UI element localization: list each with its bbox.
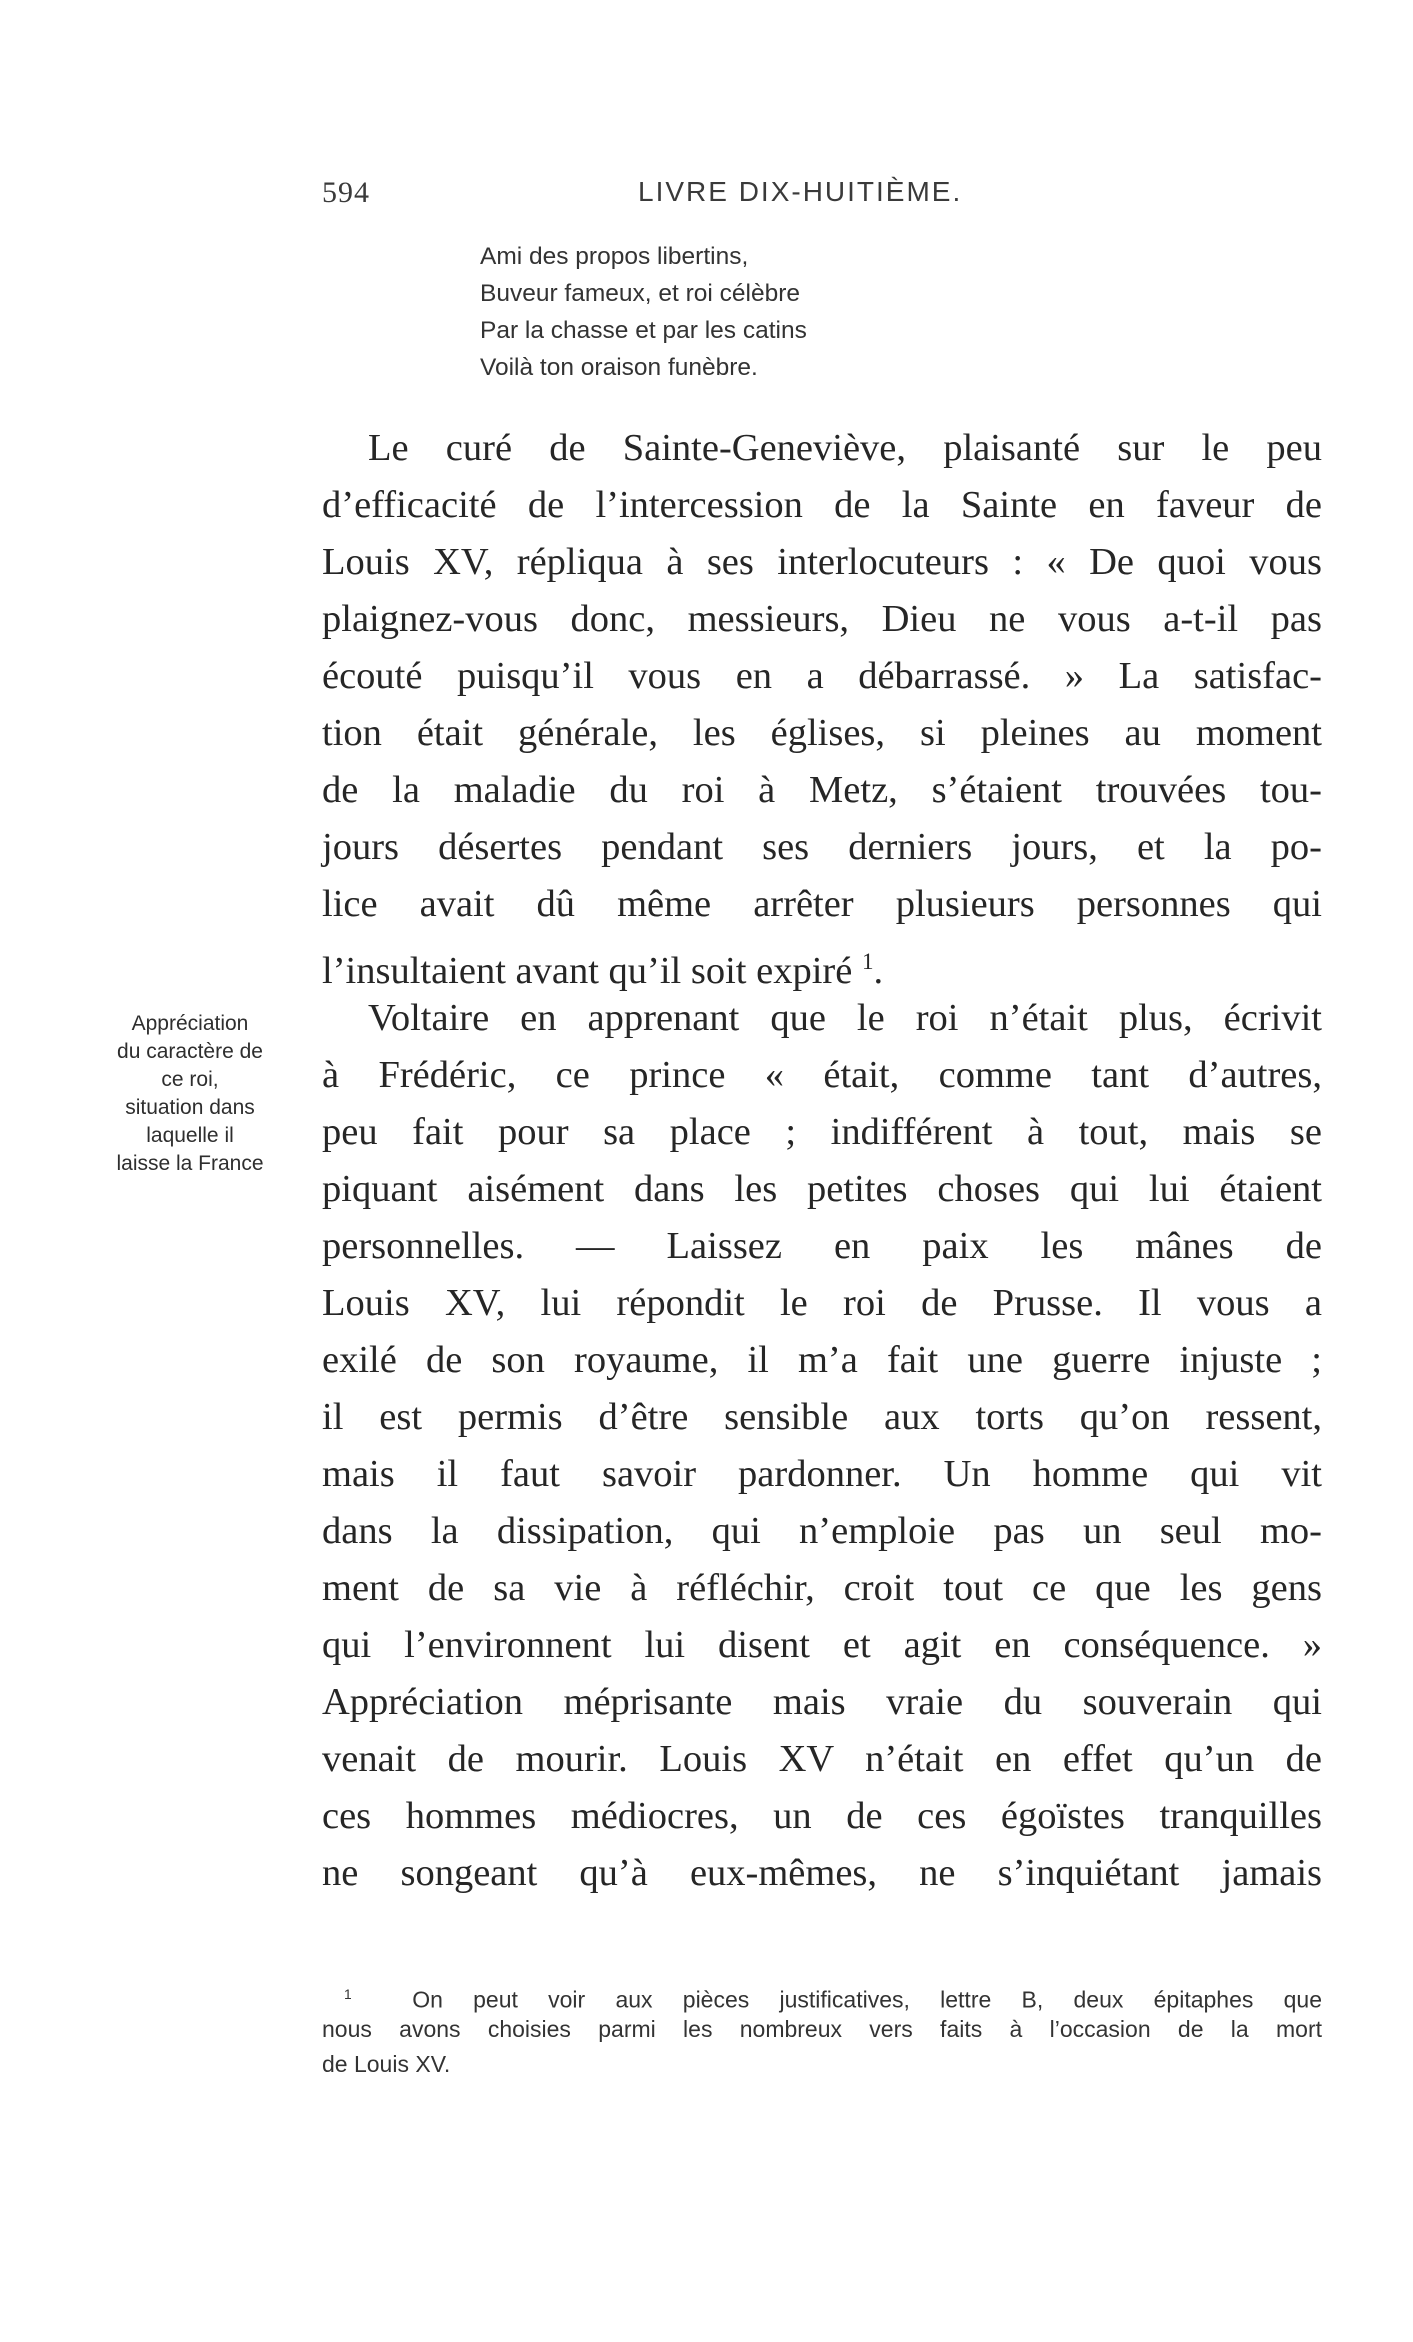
text-line: l’insultaient avant qu’il soit expiré	[322, 949, 853, 992]
page-number: 594	[322, 176, 370, 209]
text-line: de la maladie du roi à Metz, s’étaient trouvées tou-	[322, 769, 1322, 811]
footnote-line	[322, 1977, 1322, 2012]
margin-note-line: du caractère de	[117, 1040, 263, 1063]
epitaph-verse	[480, 238, 1000, 386]
text-line: à Frédéric, ce prince « était, comme tant d’autres,	[322, 1054, 1322, 1096]
running-title: LIVRE DIX-HUITIÈME.	[638, 176, 963, 207]
text-line: il est permis d’être sensible aux torts qu’on ressent,	[322, 1396, 1322, 1438]
margin-note-line: laisse la France	[116, 1152, 264, 1175]
text-line-with-footnote	[322, 933, 1322, 990]
margin-note-line: laquelle il	[146, 1124, 234, 1147]
text-line: Louis XV, répliqua à ses interlocuteurs : « De quoi vous	[322, 541, 1322, 583]
text-line: tion était générale, les églises, si pleines au moment	[322, 712, 1322, 754]
text-line: piquant aisément dans les petites choses qui lui étaient	[322, 1168, 1322, 1210]
footnote-reference: 1	[861, 948, 874, 974]
verse-line: Par la chasse et par les catins	[480, 317, 807, 344]
text-line: Voltaire en apprenant que le roi n’était plus, écrivit	[368, 997, 1322, 1039]
footnote-line: de Louis XV.	[322, 2051, 451, 2077]
text-line: qui l’environnent lui disent et agit en conséquence. »	[322, 1624, 1322, 1666]
text-line: ces hommes médiocres, un de ces égoïstes tranquilles	[322, 1795, 1322, 1837]
footnote-line: nous avons choisies parmi les nombreux vers faits à l’occasion de la mort	[322, 2016, 1322, 2042]
footnote-marker: 1	[344, 1987, 352, 2002]
text-line: dans la dissipation, qui n’emploie pas un seul mo-	[322, 1510, 1322, 1552]
margin-note-line: ce roi,	[161, 1068, 219, 1091]
text-line: exilé de son royaume, il m’a fait une guerre injuste ;	[322, 1339, 1322, 1381]
text-line: personnelles. — Laissez en paix les mânes de	[322, 1225, 1322, 1267]
footnote	[322, 1977, 1322, 2082]
verse-line: Buveur fameux, et roi célèbre	[480, 280, 801, 307]
margin-note-line: situation dans	[125, 1096, 255, 1119]
sentence-end: .	[873, 949, 884, 992]
text-line: écouté puisqu’il vous en a débarrassé. » La satisfac-	[322, 655, 1322, 697]
text-line: ment de sa vie à réfléchir, croit tout ce que les gens	[322, 1567, 1322, 1609]
main-text	[322, 420, 1322, 1902]
text-line: plaignez-vous donc, messieurs, Dieu ne vous a-t-il pas	[322, 598, 1322, 640]
text-line: venait de mourir. Louis XV n’était en effet qu’un de	[322, 1738, 1322, 1780]
text-line: Appréciation méprisante mais vraie du souverain qui	[322, 1681, 1322, 1723]
page-header	[318, 176, 1328, 216]
text-line: peu fait pour sa place ; indifférent à tout, mais se	[322, 1111, 1322, 1153]
text-line: Louis XV, lui répondit le roi de Prusse. Il vous a	[322, 1282, 1322, 1324]
margin-note-line: Appréciation	[131, 1012, 249, 1035]
footnote-text: On peut voir aux pièces justificatives, lettre B, deux épitaphes que	[412, 1986, 1322, 2013]
margin-note	[84, 1010, 296, 1178]
text-line: d’efficacité de l’intercession de la Sainte en faveur de	[322, 484, 1322, 526]
verse-line: Voilà ton oraison funèbre.	[480, 354, 758, 381]
verse-line: Ami des propos libertins,	[480, 243, 749, 270]
text-line: lice avait dû même arrêter plusieurs personnes qui	[322, 883, 1322, 925]
text-line: Le curé de Sainte-Geneviève, plaisanté sur le peu	[368, 427, 1322, 469]
text-line: ne songeant qu’à eux-mêmes, ne s’inquiétant jamais	[322, 1852, 1322, 1894]
text-line: mais il faut savoir pardonner. Un homme qui vit	[322, 1453, 1322, 1495]
text-line: jours désertes pendant ses derniers jours, et la po-	[322, 826, 1322, 868]
